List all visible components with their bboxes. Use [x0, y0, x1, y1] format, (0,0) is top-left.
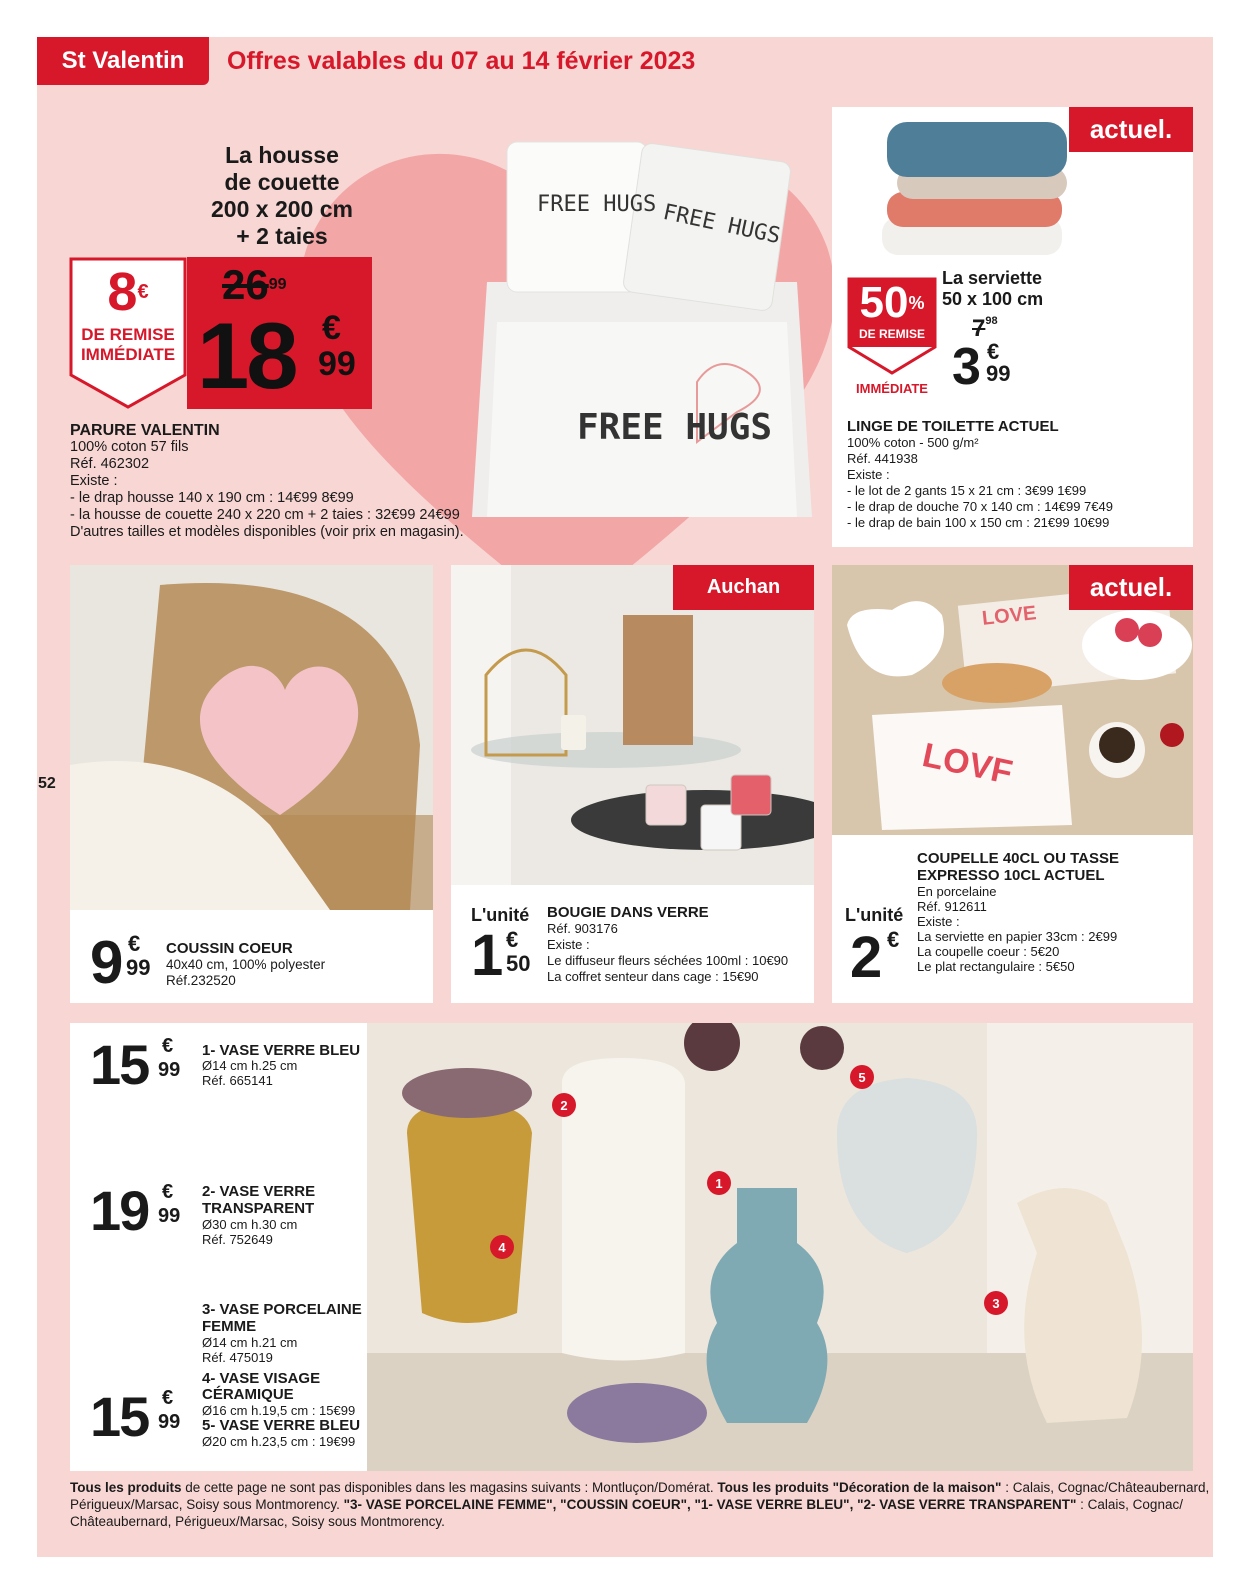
parure-description: PARURE VALENTIN 100% coton 57 fils Réf. 462302 Existe : - le drap housse 140 x 190 cm : 14€99 8€99 - la housse de couette 240 x 220 cm + 2 taies : 32€99 24€99 D'autres tailles et modèles disponibles (voir prix en magasin). — [70, 422, 464, 540]
linge-price-cents: 99 — [986, 361, 1011, 386]
vase4-price: 15 — [90, 1385, 149, 1448]
vase-badge-2: 2 — [552, 1093, 576, 1117]
auchan-logo: Auchan — [673, 565, 814, 610]
vase1-description: 1- VASE VERRE BLEU Ø14 cm h.25 cm Réf. 665141 — [202, 1042, 361, 1088]
cushion-photo — [70, 565, 433, 910]
flyer-page — [37, 37, 1213, 1557]
remise-badge: 8€ DE REMISE IMMÉDIATE — [69, 257, 187, 409]
vase4-description: 4- VASE VISAGE CÉRAMIQUE Ø16 cm h.19,5 cm : 15€99 5- VASE VERRE BLEU Ø20 cm h.23,5 cm : 19€99 — [202, 1370, 361, 1449]
parure-price-box: $26^{99}$ 18 € 99 — [187, 257, 372, 409]
bougie-unit-label: L'unité — [471, 905, 530, 925]
vase3-description: 3- VASE PORCELAINE FEMME Ø14 cm h.21 cm Réf. 475019 — [202, 1301, 362, 1365]
candle-photo — [451, 565, 814, 885]
vase1-price: 15 — [90, 1033, 149, 1096]
coussin-card — [70, 565, 433, 1003]
percent-badge: 50% DE REMISE IMMÉDIATE — [847, 277, 937, 397]
linge-old-price: $7^{98}$ — [972, 315, 998, 342]
linge-headline: La serviette 50 x 100 cm — [942, 268, 1044, 309]
vase4-price-currency: € — [162, 1387, 174, 1409]
coupelle-price-currency: € — [887, 927, 900, 952]
vase1-price-currency: € — [162, 1035, 174, 1057]
page-number: 52 — [38, 775, 56, 792]
vase1-price-cents: 99 — [158, 1059, 181, 1081]
coupelle-card — [832, 565, 1193, 1003]
vase-badge-5: 5 — [850, 1065, 874, 1089]
vase2-price: 19 — [90, 1179, 149, 1242]
bougie-price-currency: € — [506, 927, 519, 952]
napkin-text-lovf: LOVF — [919, 736, 1016, 793]
vase4-price-cents: 99 — [158, 1411, 181, 1433]
coussin-price-cents: 99 — [126, 955, 151, 980]
bougie-price-cents: 50 — [506, 951, 531, 976]
offer-validity-title: Offres valables du 07 au 14 février 2023 — [227, 47, 696, 75]
coupelle-description: COUPELLE 40CL OU TASSE EXPRESSO 10CL ACTUEL En porcelaine Réf. 912611 Existe : La serviette en papier 33cm : 2€99 La coupelle coeur : 5€20 Le plat rectangulaire : 5€50 — [917, 850, 1119, 974]
linge-price: 3 — [952, 338, 981, 396]
actuel-logo-2: actuel. — [1069, 565, 1193, 610]
vase-badge-4: 4 — [490, 1235, 514, 1259]
coupelle-unit-label: L'unité — [845, 905, 904, 925]
bougie-description: BOUGIE DANS VERRE Réf. 903176 Existe : Le diffuseur fleurs séchées 100ml : 10€90 La coffret senteur dans cage : 15€90 — [547, 904, 789, 984]
footer-legal: Tous les produits de cette page ne sont pas disponibles dans les magasins suivants : Montluçon/Domérat. Tous les produits "Décoration de la maison" : Calais, Cognac/Châteaubernard, Périgueux/Marsac, Soisy sous Montmorency. "3- VASE PORCELAINE FEMME", "COUSSIN COEUR", "1- VASE VERRE BLEU", "2- VASE VERRE TRANSPARENT" : Calais, Cognac/ Châteaubernard, Périgueux/Marsac, Soisy sous Montmorency. — [70, 1480, 1210, 1529]
linge-card — [832, 107, 1193, 547]
vase-badge-3: 3 — [984, 1291, 1008, 1315]
bedding-photo: FREE HUGS FREE HUGS FREE HUGS — [467, 112, 817, 522]
coussin-price-currency: € — [128, 931, 141, 956]
vases-card — [70, 1023, 1193, 1471]
bougie-card — [451, 565, 814, 1003]
napkin-text-love: LOVE — [980, 602, 1038, 630]
vase2-price-cents: 99 — [158, 1205, 181, 1227]
st-valentin-tag: St Valentin — [37, 37, 209, 85]
linge-price-currency: € — [987, 339, 1000, 364]
coupelle-price: 2 — [850, 925, 883, 990]
coussin-price: 9 — [90, 929, 124, 996]
linge-description: LINGE DE TOILETTE ACTUEL 100% coton - 500 g/m² Réf. 441938 Existe : - le lot de 2 gants 15 x 21 cm : 3€99 1€99 - le drap de douche 70 x 140 cm : 14€99 7€49 - le drap de bain 100 x 150 cm : 21€99 10€99 — [847, 418, 1113, 530]
bougie-price: 1 — [471, 923, 504, 988]
vase2-description: 2- VASE VERRE TRANSPARENT Ø30 cm h.30 cm Réf. 752649 — [202, 1183, 316, 1247]
parure-headline: La housse de couette 200 x 200 cm + 2 taies — [211, 142, 353, 249]
actuel-logo: actuel. — [1069, 107, 1193, 152]
vase2-price-currency: € — [162, 1181, 174, 1203]
vase-badge-1: 1 — [707, 1171, 731, 1195]
coussin-description: COUSSIN COEUR 40x40 cm, 100% polyester Réf.232520 — [166, 940, 326, 988]
